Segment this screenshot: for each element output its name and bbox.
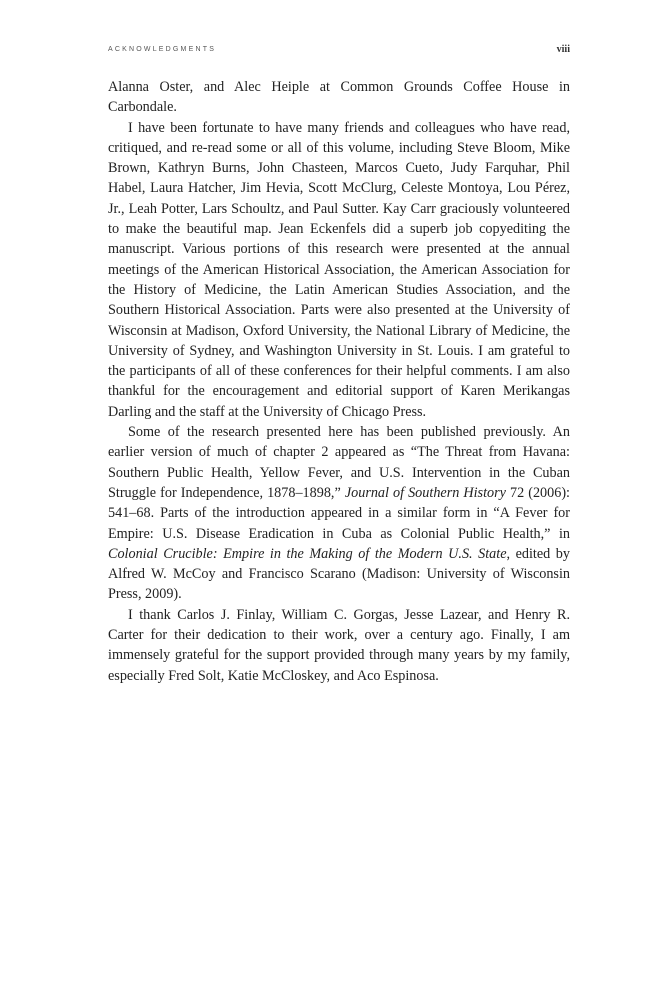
running-head bbox=[108, 44, 570, 60]
book-title: Colonial Crucible: Empire in the Making of the Modern U.S. State bbox=[108, 545, 507, 562]
paragraph-continued: Alanna Oster, and Alec Heiple at Common Grounds Coffee House in Carbondale. bbox=[108, 79, 570, 116]
paragraph-thanks: I thank Carlos J. Finlay, William C. Gorgas, Jesse Lazear, and Henry R. Carter for their dedication to their work, over a century ago. Finally, I am immensely grateful for the support provided through many years by my family, especially Fred Solt, Katie McCloskey, and Aco Espinosa. bbox=[108, 606, 570, 684]
page-number: viii bbox=[556, 44, 570, 55]
paragraph-colleagues: I have been fortunate to have many friends and colleagues who have read, critiqued, and re-read some or all of this volume, including Steve Bloom, Mike Brown, Kathryn Burns, John Chasteen, Marcos Cueto, Judy Farquhar, Phil Habel, Laura Hatcher, Jim Hevia, Scott McClurg, Celeste Montoya, Lou Pérez, Jr., Leah Potter, Lars Schoultz, and Paul Sutter. Kay Carr graciously volunteered to make the beautiful map. Jean Eckenfels did a superb job copyediting the manuscript. Various portions of this research were presented at the annual meetings of the American Historical Association, the American Association for the History of Medicine, the Latin American Studies Association, and the Southern Historical Association. Parts were also presented at the University of Wisconsin at Madison, Oxford University, the National Library of Medicine, the University of Sydney, and Washington University in St. Louis. I am grateful to the participants of all of these conferences for their helpful comments. I am also thankful for the encouragement and editorial support of Karen Merikangas Darling and the staff at the University of Chicago Press. bbox=[108, 119, 570, 420]
paragraph-prior-publications bbox=[108, 422, 570, 605]
journal-title: Journal of Southern History bbox=[344, 484, 506, 501]
running-title: ACKNOWLEDGMENTS bbox=[108, 46, 217, 53]
publication-text-3: , edited by Alfred W. McCoy and Francisco Scarano (Madison: University of Wisconsin Press, 2009). bbox=[108, 545, 570, 603]
publication-text-1: Some of the research presented here has been published previously. An earlier version of much of chapter 2 appeared as “The Threat from Havana: Southern Public Health, Yellow Fever, and U.S. Intervention in the Cuban Struggle for Independence, 1878–1898,” bbox=[108, 424, 570, 501]
acknowledgments-text bbox=[108, 77, 570, 686]
publication-text-2: 72 (2006): 541–68. Parts of the introduction appeared in a similar form in “A Fever for Empire: U.S. Disease Eradication in Cuba as Colonial Public Health,” in bbox=[108, 484, 570, 542]
